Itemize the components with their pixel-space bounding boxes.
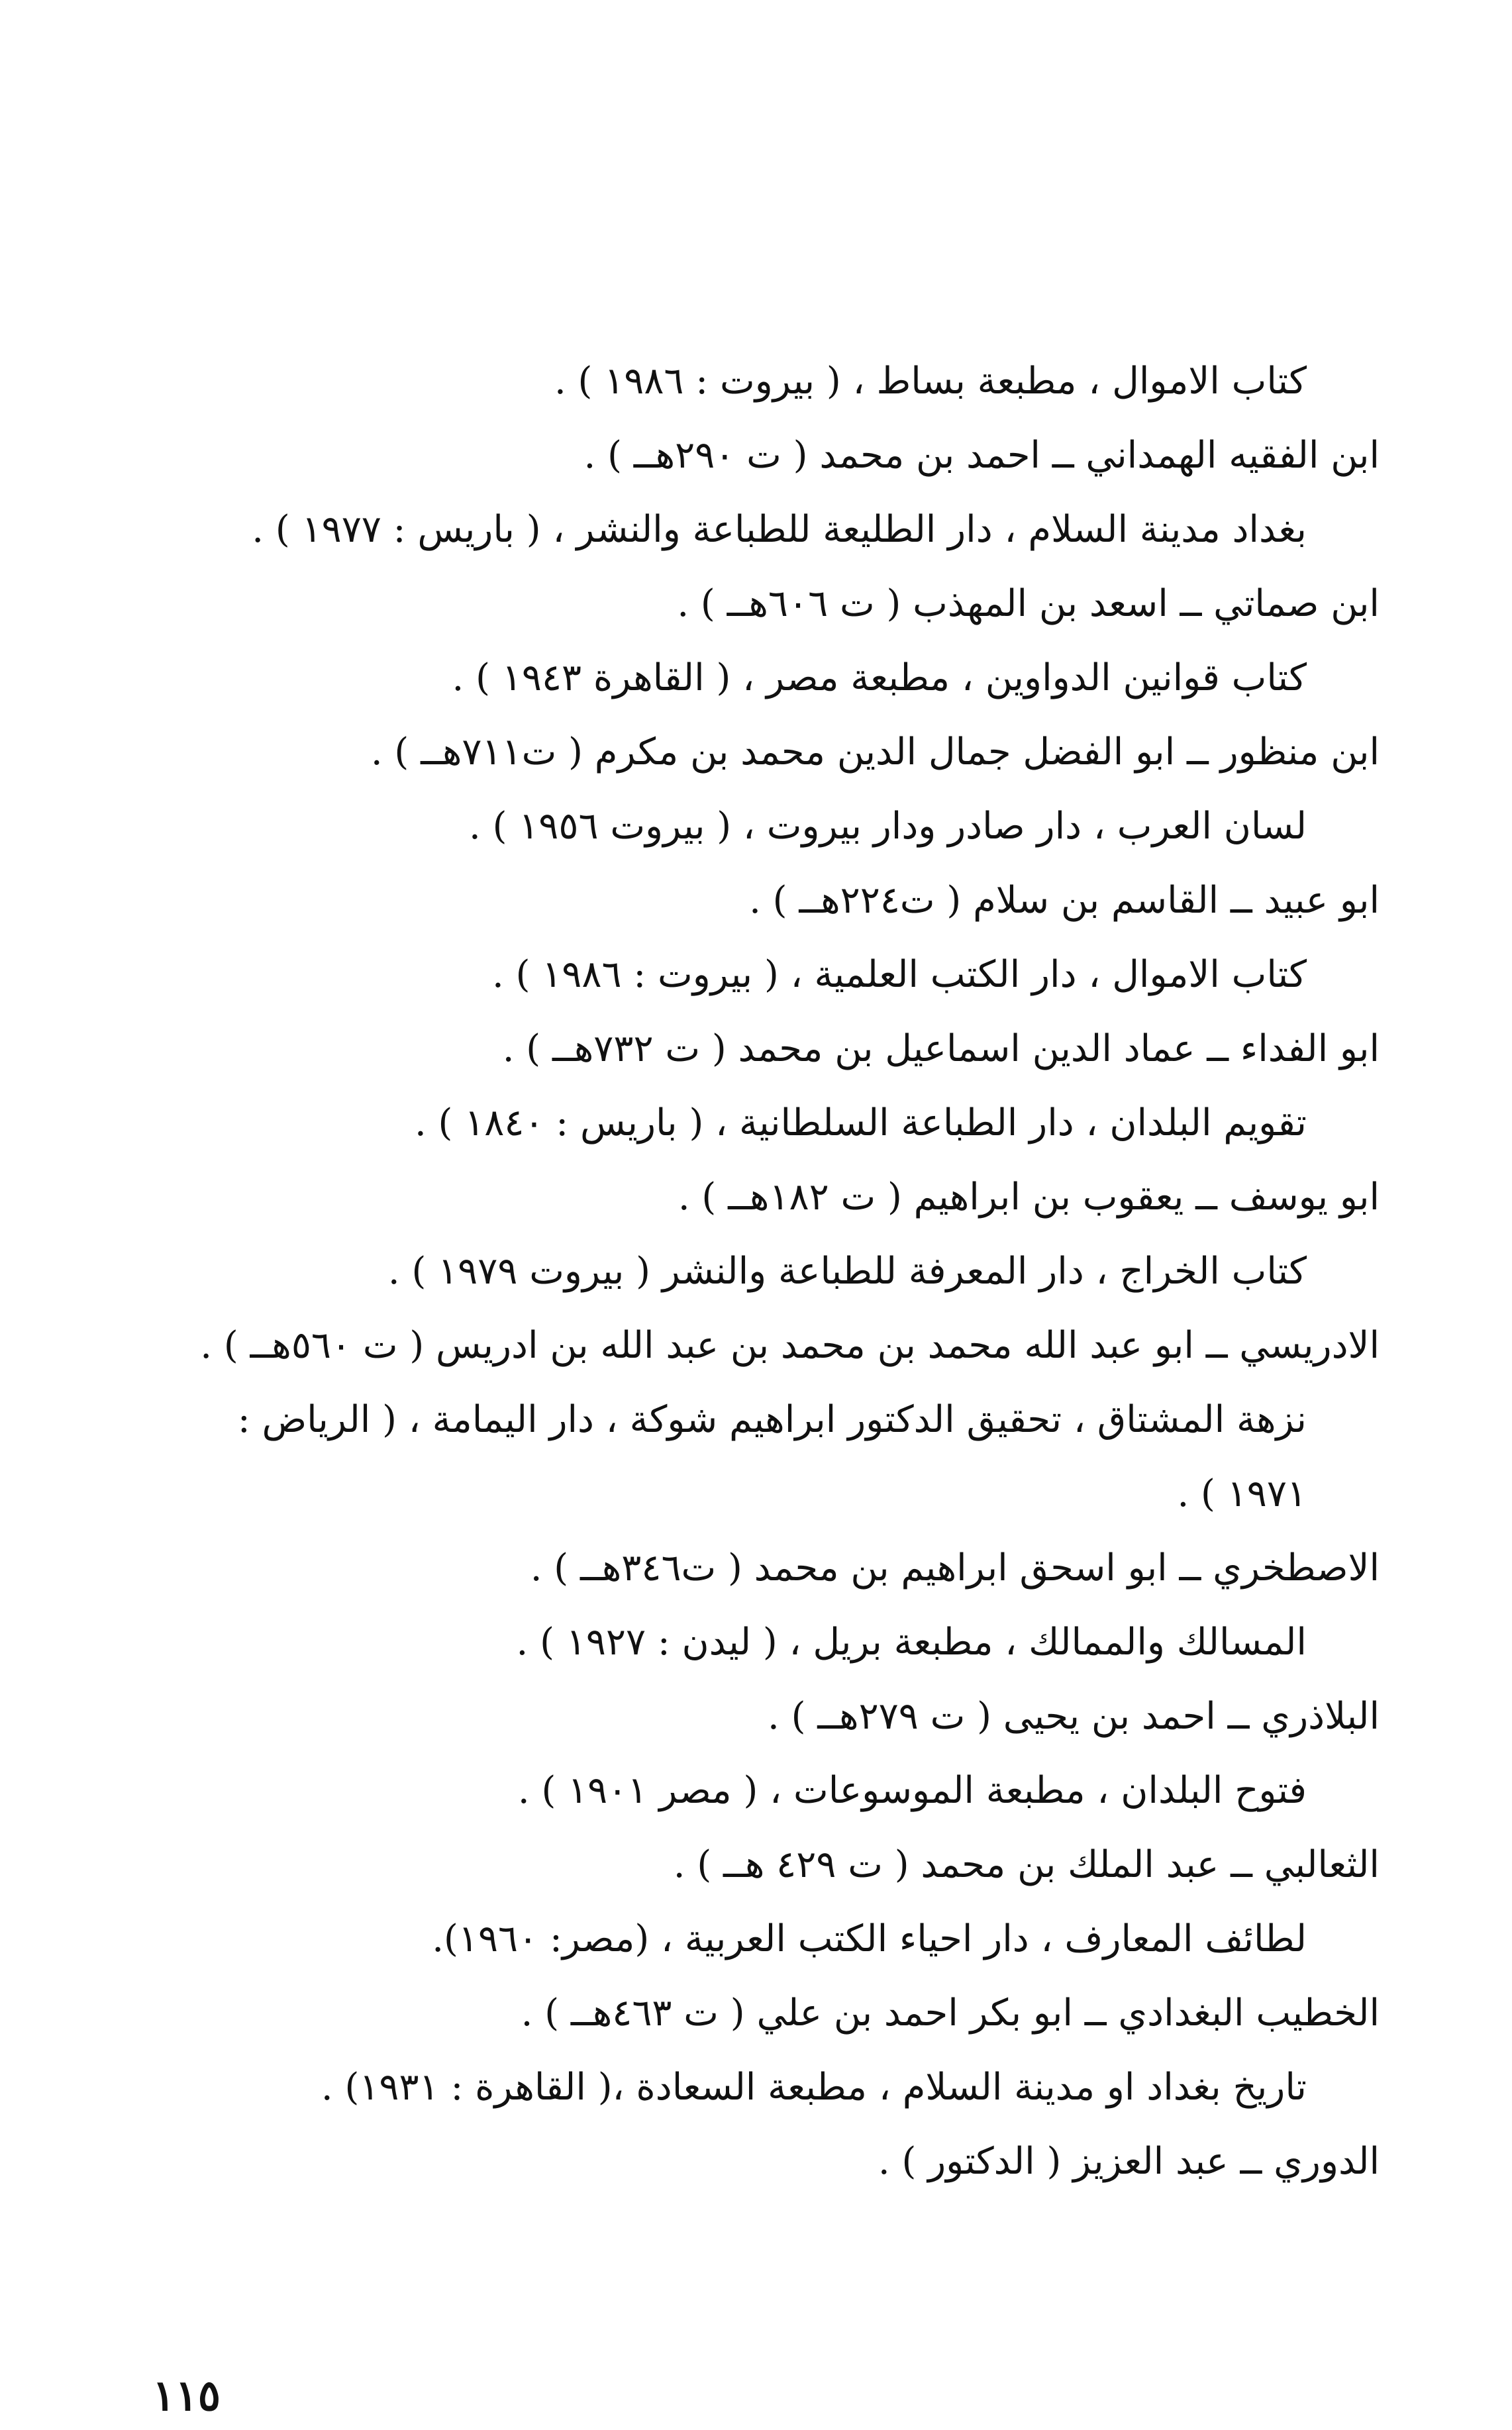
bibliography-author-line: البلاذري ــ احمد بن يحيى ( ت ٢٧٩هــ ) . [767,1695,1380,1738]
bibliography-author-line: ابو عبيد ــ القاسم بن سلام ( ت٢٢٤هــ ) . [749,879,1380,922]
bibliography-title-line: كتاب الاموال ، مطبعة بساط ، ( بيروت : ١٩٨٦ ) . [554,360,1307,403]
bibliography-title-line: لطائف المعارف ، دار احياء الكتب العربية ، (مصر: ١٩٦٠). [432,1917,1307,1960]
bibliography-author-line: الثعالبي ــ عبد الملك بن محمد ( ت ٤٢٩ هــ ) . [673,1843,1380,1886]
bibliography-author-line: الدوري ــ عبد العزيز ( الدكتور ) . [878,2140,1380,2183]
page-number: ١١٥ [152,2371,221,2421]
bibliography-title-line: تاريخ بغداد او مدينة السلام ، مطبعة السعادة ،( القاهرة : ١٩٣١) . [321,2066,1307,2109]
bibliography-author-line: الاصطخري ــ ابو اسحق ابراهيم بن محمد ( ت٣٤٦هــ ) . [530,1546,1380,1590]
bibliography-title-line: ١٩٧١ ) . [1177,1472,1307,1515]
bibliography-list [132,344,1380,2199]
bibliography-author-line: ابو يوسف ــ يعقوب بن ابراهيم ( ت ١٨٢هــ ) . [678,1176,1380,1219]
bibliography-title-line: كتاب قوانين الدواوين ، مطبعة مصر ، ( القاهرة ١٩٤٣ ) . [452,656,1307,699]
bibliography-title-line: كتاب الخراج ، دار المعرفة للطباعة والنشر ( بيروت ١٩٧٩ ) . [387,1250,1307,1293]
bibliography-author-line: ابن منظور ــ ابو الفضل جمال الدين محمد بن مكرم ( ت٧١١هــ ) . [370,731,1380,774]
bibliography-title-line: بغداد مدينة السلام ، دار الطليعة للطباعة والنشر ، ( باريس : ١٩٧٧ ) . [252,508,1307,551]
bibliography-title-line: المسالك والممالك ، مطبعة بريل ، ( ليدن : ١٩٢٧ ) . [516,1621,1307,1664]
bibliography-title-line: تقويم البلدان ، دار الطباعة السلطانية ، ( باريس : ١٨٤٠ ) . [414,1101,1307,1144]
bibliography-title-line: كتاب الاموال ، دار الكتب العلمية ، ( بيروت : ١٩٨٦ ) . [491,953,1307,996]
bibliography-author-line: ابن الفقيه الهمداني ــ احمد بن محمد ( ت ٢٩٠هــ ) . [583,434,1380,477]
bibliography-author-line: ابو الفداء ــ عماد الدين اسماعيل بن محمد ( ت ٧٣٢هــ ) . [502,1027,1380,1070]
bibliography-author-line: الادريسي ــ ابو عبد الله محمد بن محمد بن عبد الله بن ادريس ( ت ٥٦٠هــ ) . [200,1324,1380,1367]
bibliography-title-line: نزهة المشتاق ، تحقيق الدكتور ابراهيم شوكة ، دار اليمامة ، ( الرياض : [237,1398,1307,1441]
bibliography-author-line: ابن صماتي ــ اسعد بن المهذب ( ت ٦٠٦هــ ) . [677,582,1380,625]
bibliography-title-line: لسان العرب ، دار صادر ودار بيروت ، ( بيروت ١٩٥٦ ) . [468,805,1307,848]
bibliography-author-line: الخطيب البغدادي ــ ابو بكر احمد بن علي ( ت ٤٦٣هــ ) . [521,1992,1380,2035]
bibliography-title-line: فتوح البلدان ، مطبعة الموسوعات ، ( مصر ١٩٠١ ) . [517,1769,1307,1812]
